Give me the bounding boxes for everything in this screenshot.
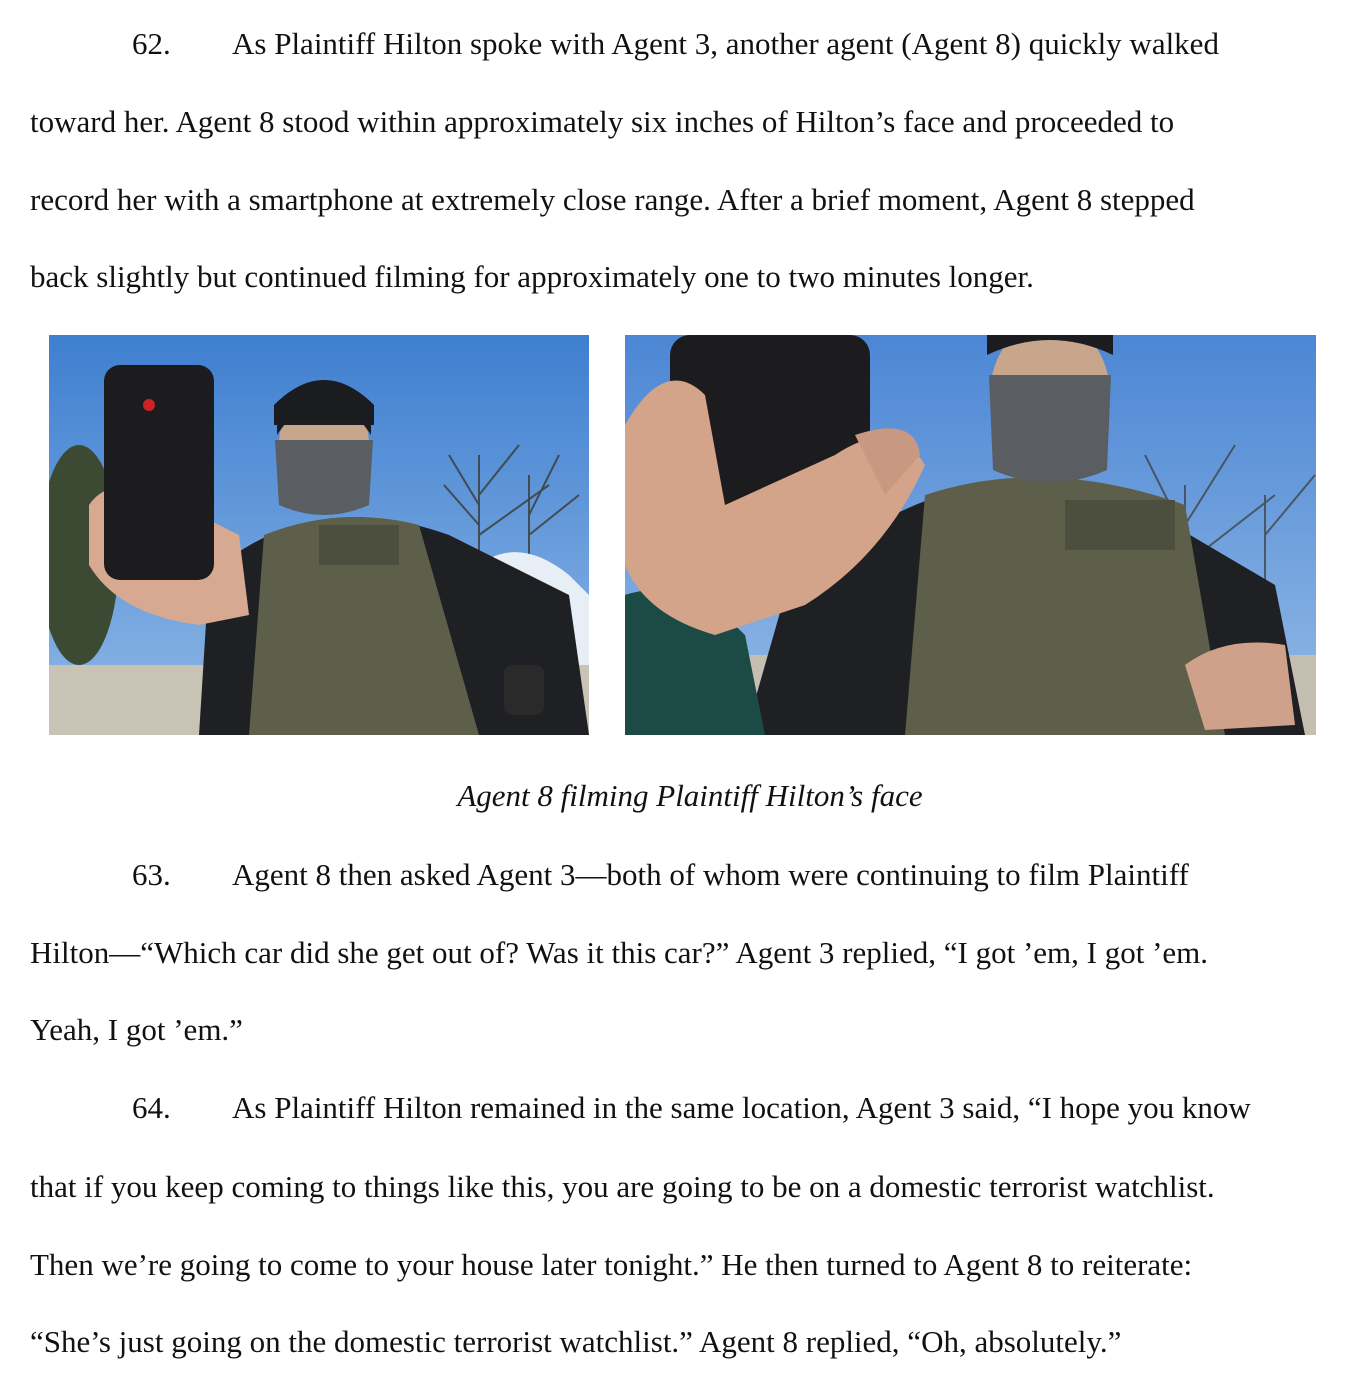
- photo-agent-filming-left: [49, 335, 589, 735]
- photo-agent-filming-right: [625, 335, 1316, 735]
- para62-text: As Plaintiff Hilton spoke with Agent 3, another agent (Agent 8) quickly walked: [232, 26, 1219, 61]
- para62-line-4: back slightly but continued filming for approximately one to two minutes longer.: [30, 259, 1034, 294]
- para64-number: 64.: [132, 1090, 171, 1125]
- para64-line-3: Then we’re going to come to your house later tonight.” He then turned to Agent 8 to reiterate:: [30, 1247, 1193, 1282]
- para63-line-2: Hilton—“Which car did she get out of? Was it this car?” Agent 3 replied, “I got ’em, I got ’em.: [30, 935, 1209, 970]
- figure-caption: Agent 8 filming Plaintiff Hilton’s face: [457, 778, 923, 813]
- para63-line-3: Yeah, I got ’em.”: [30, 1012, 243, 1047]
- para64-text: As Plaintiff Hilton remained in the same location, Agent 3 said, “I hope you know: [232, 1090, 1251, 1125]
- para63-line-1: [30, 857, 1189, 893]
- para64-line-1: [30, 1090, 1251, 1126]
- para62-line-2: toward her. Agent 8 stood within approximately six inches of Hilton’s face and proceeded to: [30, 104, 1175, 139]
- para62-number: 62.: [132, 26, 171, 61]
- para64-line-4: “She’s just going on the domestic terrorist watchlist.” Agent 8 replied, “Oh, absolutely.”: [30, 1324, 1122, 1359]
- para63-number: 63.: [132, 857, 171, 892]
- para64-line-2: that if you keep coming to things like this, you are going to be on a domestic terrorist watchlist.: [30, 1169, 1215, 1204]
- para63-text: Agent 8 then asked Agent 3—both of whom were continuing to film Plaintiff: [232, 857, 1189, 892]
- para62-line-1: [30, 26, 1219, 62]
- para62-line-3: record her with a smartphone at extremely close range. After a brief moment, Agent 8 stepped: [30, 182, 1195, 217]
